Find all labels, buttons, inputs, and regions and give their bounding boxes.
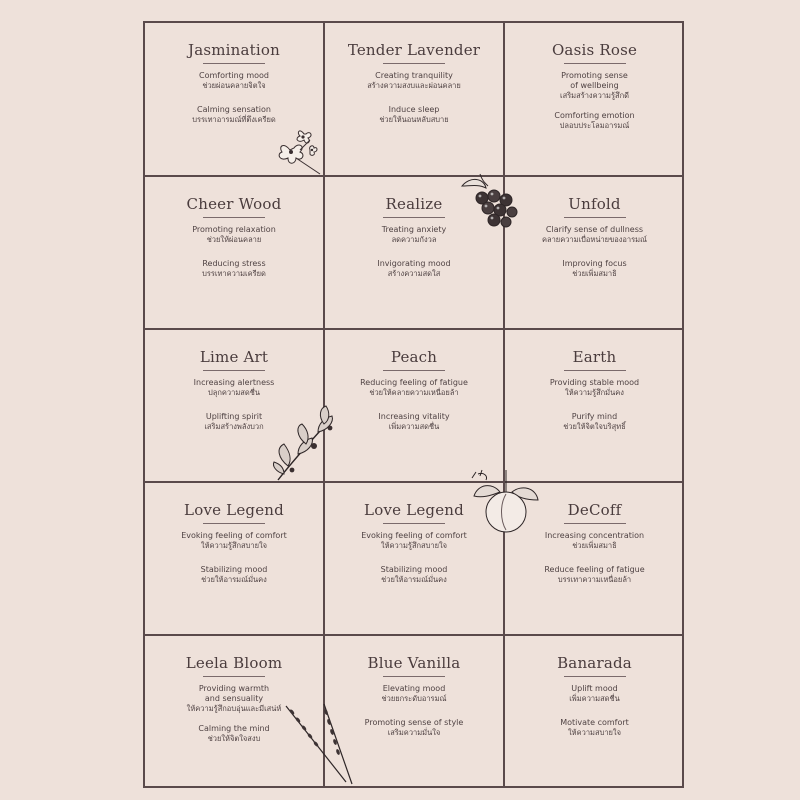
product-title: Unfold (568, 195, 621, 213)
product-card-tender-lavender (323, 21, 503, 175)
product-card-lime-art (143, 328, 323, 481)
product-card-decoff (503, 481, 684, 634)
product-card-banarada (503, 634, 684, 788)
product-title: Lime Art (199, 348, 269, 366)
benefit-1: Providing warmth and sensuality ให้ความรู้สึกอบอุ่นและมีเสน่ห์ (186, 684, 282, 713)
benefit-2: Calming the mind ช่วยให้จิตใจสงบ (198, 724, 270, 743)
product-card-realize (323, 175, 503, 328)
product-card-peach (323, 328, 503, 481)
product-card-unfold (503, 175, 684, 328)
benefit-1: Increasing alertness ปลุกความสดชื่น (193, 378, 275, 397)
title-rule (564, 217, 626, 218)
title-rule (564, 370, 626, 371)
product-title: Love Legend (184, 501, 284, 519)
product-card-blue-vanilla (323, 634, 503, 788)
title-rule (383, 63, 445, 64)
product-card-oasis-rose (503, 21, 684, 175)
title-rule (203, 217, 265, 218)
benefit-2: Calming sensation บรรเทาอารมณ์ที่ตึงเครียด (192, 105, 276, 124)
benefit-2: Promoting sense of style เสริมความมั่นใจ (364, 718, 464, 737)
product-title: Jasmination (188, 41, 280, 59)
product-title: Banarada (557, 654, 632, 672)
benefit-2: Reducing stress บรรเทาความเครียด (202, 259, 266, 278)
benefit-2: Invigorating mood สร้างความสดใส (377, 259, 451, 278)
benefit-2: Induce sleep ช่วยให้นอนหลับสบาย (379, 105, 449, 124)
benefit-1: Comforting mood ช่วยผ่อนคลายจิตใจ (199, 71, 269, 90)
benefit-2: Stabilizing mood ช่วยให้อารมณ์มั่นคง (380, 565, 448, 584)
benefit-2: Uplifting spirit เสริมสร้างพลังบวก (204, 412, 264, 431)
benefit-2: Comforting emotion ปลอบประโลมอารมณ์ (554, 111, 635, 130)
product-title: Earth (572, 348, 617, 366)
benefit-2: Stabilizing mood ช่วยให้อารมณ์มั่นคง (200, 565, 268, 584)
benefit-1: Promoting sense of wellbeing เสริมสร้างความรู้สึกดี (560, 71, 629, 100)
benefit-1: Treating anxiety ลดความกังวล (381, 225, 447, 244)
title-rule (383, 217, 445, 218)
title-rule (383, 370, 445, 371)
product-title: Tender Lavender (347, 41, 481, 59)
benefit-2: Increasing vitality เพิ่มความสดชื่น (378, 412, 450, 431)
title-rule (203, 676, 265, 677)
benefit-1: Providing stable mood ให้ความรู้สึกมั่นคง (549, 378, 640, 397)
product-title: Blue Vanilla (367, 654, 461, 672)
title-rule (383, 676, 445, 677)
product-card-earth (503, 328, 684, 481)
product-card-love-legend (143, 481, 323, 634)
benefit-1: Uplift mood เพิ่มความสดชื่น (569, 684, 620, 703)
product-title: Leela Bloom (185, 654, 283, 672)
product-title: DeCoff (567, 501, 622, 519)
product-card-jasmination (143, 21, 323, 175)
product-card-leela-bloom (143, 634, 323, 788)
product-title: Love Legend (364, 501, 464, 519)
product-title: Oasis Rose (551, 41, 638, 59)
product-card-cheer-wood (143, 175, 323, 328)
benefit-1: Elevating mood ช่วยยกระดับอารมณ์ (381, 684, 447, 703)
benefit-1: Clarify sense of dullness คลายความเบื่อหน่ายของอารมณ์ (541, 225, 648, 244)
product-title: Realize (385, 195, 443, 213)
title-rule (203, 523, 265, 524)
benefit-1: Promoting relaxation ช่วยให้ผ่อนคลาย (192, 225, 276, 244)
title-rule (564, 63, 626, 64)
product-title: Peach (390, 348, 438, 366)
benefit-1: Increasing concentration ช่วยเพิ่มสมาธิ (544, 531, 645, 550)
product-title: Cheer Wood (186, 195, 282, 213)
title-rule (203, 370, 265, 371)
title-rule (564, 523, 626, 524)
benefit-1: Evoking feeling of comfort ให้ความรู้สึกสบายใจ (361, 531, 467, 550)
benefit-1: Evoking feeling of comfort ให้ความรู้สึกสบายใจ (181, 531, 287, 550)
benefit-1: Reducing feeling of fatigue ช่วยให้คลายความเหนื่อยล้า (360, 378, 468, 397)
benefit-1: Creating tranquility สร้างความสงบและผ่อนคลาย (367, 71, 461, 90)
product-card-love-legend-2 (323, 481, 503, 634)
benefit-2: Reduce feeling of fatigue บรรเทาความเหนื่อยล้า (544, 565, 645, 584)
product-grid (143, 21, 684, 788)
title-rule (564, 676, 626, 677)
title-rule (383, 523, 445, 524)
benefit-2: Improving focus ช่วยเพิ่มสมาธิ (562, 259, 627, 278)
title-rule (203, 63, 265, 64)
benefit-2: Motivate comfort ให้ความสบายใจ (560, 718, 629, 737)
benefit-2: Purify mind ช่วยให้จิตใจบริสุทธิ์ (563, 412, 626, 431)
